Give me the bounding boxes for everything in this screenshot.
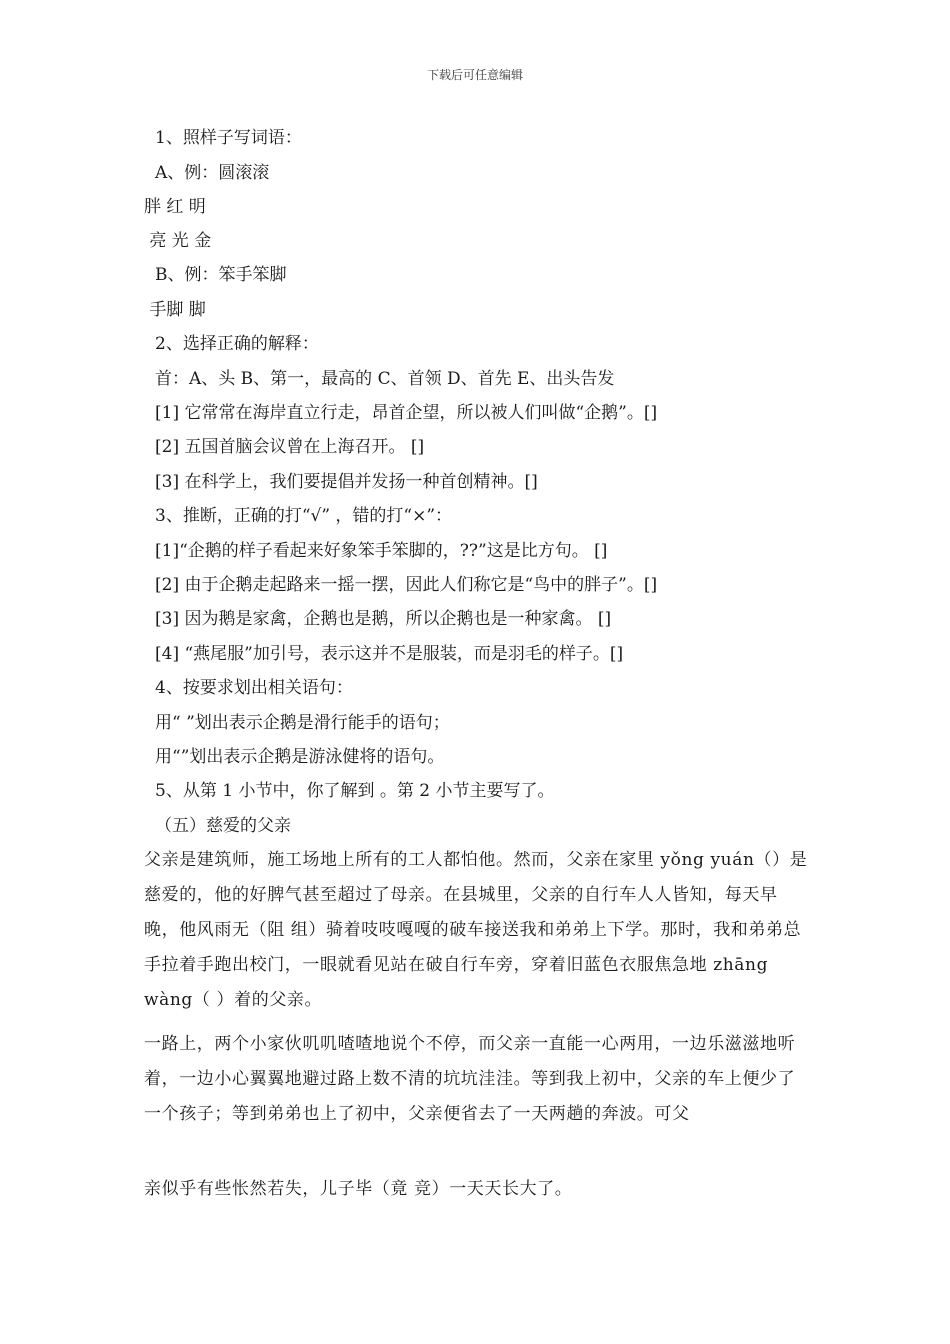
q2-item-1: [1] 它常常在海岸直立行走，昂首企望，所以被人们叫做“企鹅”。[] xyxy=(155,403,658,423)
q4-title: 4、按要求划出相关语句： xyxy=(155,678,353,698)
page-header: 下载后可任意编辑 xyxy=(426,68,523,82)
q3-item-1: [1]“企鹅的样子看起来好象笨手笨脚的，??”这是比方句。 [] xyxy=(155,541,608,561)
q2-item-3: [3] 在科学上，我们要提倡并发扬一种首创精神。[] xyxy=(155,472,538,492)
q1-example-a: A、例：圆滚滚 xyxy=(155,163,270,183)
q2-title: 2、选择正确的解释： xyxy=(155,334,319,354)
q4-item-1: 用“ ”划出表示企鹅是滑行能手的语句； xyxy=(155,713,450,733)
q1-example-b: B、例：笨手笨脚 xyxy=(155,265,287,285)
q1-title: 1、照样子写词语： xyxy=(155,128,302,148)
q2-options: 首：A、头 B、第一，最高的 C、首领 D、首先 E、出头告发 xyxy=(155,369,615,389)
section-title: （五）慈爱的父亲 xyxy=(155,816,291,836)
q3-title: 3、推断，正确的打“√” ，错的打“×”： xyxy=(155,506,453,526)
q5-title: 5、从第 1 小节中，你了解到 。第 2 小节主要写了。 xyxy=(155,781,555,801)
q3-item-4: [4] “燕尾服”加引号，表示这并不是服装，而是羽毛的样子。[] xyxy=(155,644,624,664)
q1-b-words: 手脚 脚 xyxy=(144,300,206,320)
q1-a-words: 胖 红 明 xyxy=(144,197,206,217)
q3-item-3: [3] 因为鹅是家禽，企鹅也是鹅，所以企鹅也是一种家禽。 [] xyxy=(155,609,612,629)
q2-item-2: [2] 五国首脑会议曾在上海召开。 [] xyxy=(155,437,425,457)
story-paragraph-1: 父亲是建筑师，施工场地上所有的工人都怕他。然而，父亲在家里 yǒng yuán（）是慈爱的，他的好脾气甚至超过了母亲。在县城里，父亲的自行车人人皆知，每天早晚，他风雨无（阻 组）骑着吱吱嘎嘎的破车接送我和弟弟上下学。那时，我和弟弟总手拉着手跑出校门，一眼就看见站在破自行车旁，穿着旧蓝色衣服焦急地 zhāng wàng（ ）着的父亲。 xyxy=(144,850,808,1010)
q1-a-words-2: 亮 光 金 xyxy=(144,231,212,251)
story-paragraph-2: 一路上，两个小家伙叽叽喳喳地说个不停，而父亲一直能一心两用，一边乐滋滋地听着，一边小心翼翼地避过路上数不清的坑坑洼洼。等到我上初中，父亲的车上便少了一个孩子；等到弟弟也上了初中，父亲便省去了一天两趟的奔波。可父 xyxy=(144,1034,796,1124)
story-paragraph-3: 亲似乎有些怅然若失，儿子毕（竟 竞）一天天长大了。 xyxy=(144,1179,573,1199)
q3-item-2: [2] 由于企鹅走起路来一摇一摆，因此人们称它是“鸟中的胖子”。[] xyxy=(155,575,658,595)
q4-item-2: 用“”划出表示企鹅是游泳健将的语句。 xyxy=(155,747,445,767)
